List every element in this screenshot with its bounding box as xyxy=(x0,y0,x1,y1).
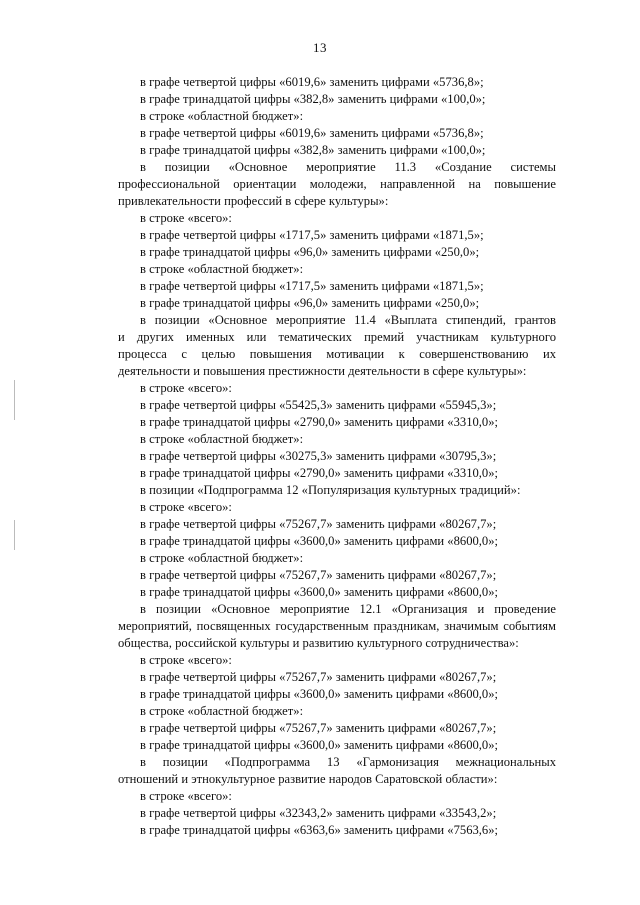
text-line: в графе тринадцатой цифры «96,0» заменить цифрами «250,0»; xyxy=(140,245,480,259)
text-line: в графе четвертой цифры «6019,6» заменить цифрами «5736,8»; xyxy=(140,75,484,89)
text-line: отношений и этнокультурное развитие народов Саратовской области»: xyxy=(118,772,498,786)
text-line: в графе тринадцатой цифры «96,0» заменить цифрами «250,0»; xyxy=(140,296,480,310)
text-line: в строке «всего»: xyxy=(140,789,232,803)
text-line: в позиции «Основное мероприятие 11.3 «Создание системы xyxy=(140,160,556,174)
text-line: в строке «областной бюджет»: xyxy=(140,704,304,718)
text-line: мероприятий, посвященных государственным праздникам, значимым событиям xyxy=(118,619,556,633)
text-line: в строке «всего»: xyxy=(140,500,232,514)
document-body xyxy=(118,74,556,839)
text-line: в строке «областной бюджет»: xyxy=(140,109,304,123)
text-line: в графе тринадцатой цифры «2790,0» заменить цифрами «3310,0»; xyxy=(140,415,499,429)
text-line: и других именных или тематических премий участникам культурного xyxy=(118,330,556,344)
text-line: деятельности и повышения престижности деятельности в сфере культуры»: xyxy=(118,364,527,378)
text-line: в графе тринадцатой цифры «3600,0» заменить цифрами «8600,0»; xyxy=(140,738,499,752)
text-line: в графе тринадцатой цифры «3600,0» заменить цифрами «8600,0»; xyxy=(140,534,499,548)
text-line: в графе тринадцатой цифры «382,8» заменить цифрами «100,0»; xyxy=(140,92,486,106)
text-line: в строке «всего»: xyxy=(140,653,232,667)
text-line: в графе тринадцатой цифры «6363,6» заменить цифрами «7563,6»; xyxy=(140,823,499,837)
text-line: процесса с целью повышения мотивации к совершенствованию их xyxy=(118,347,556,361)
text-line: в графе четвертой цифры «30275,3» заменить цифрами «30795,3»; xyxy=(140,449,497,463)
text-line: в позиции «Подпрограмма 12 «Популяризация культурных традиций»: xyxy=(140,483,521,497)
text-line: в строке «областной бюджет»: xyxy=(140,551,304,565)
text-line: в графе четвертой цифры «75267,7» заменить цифрами «80267,7»; xyxy=(140,721,497,735)
text-line: в графе тринадцатой цифры «3600,0» заменить цифрами «8600,0»; xyxy=(140,687,499,701)
text-line: привлекательности профессий в сфере культуры»: xyxy=(118,194,389,208)
text-line: в графе тринадцатой цифры «382,8» заменить цифрами «100,0»; xyxy=(140,143,486,157)
text-line: в графе четвертой цифры «75267,7» заменить цифрами «80267,7»; xyxy=(140,670,497,684)
text-line: в строке «областной бюджет»: xyxy=(140,262,304,276)
text-line: в позиции «Подпрограмма 13 «Гармонизация межнациональных xyxy=(140,755,556,769)
text-line: в графе четвертой цифры «75267,7» заменить цифрами «80267,7»; xyxy=(140,568,497,582)
scan-edge-mark xyxy=(14,520,15,550)
text-line: в графе тринадцатой цифры «3600,0» заменить цифрами «8600,0»; xyxy=(140,585,499,599)
text-line: в графе четвертой цифры «1717,5» заменить цифрами «1871,5»; xyxy=(140,228,484,242)
text-line: в позиции «Основное мероприятие 12.1 «Организация и проведение xyxy=(140,602,556,616)
text-line: профессиональной ориентации молодежи, направленной на повышение xyxy=(118,177,556,191)
text-line: в графе четвертой цифры «6019,6» заменить цифрами «5736,8»; xyxy=(140,126,484,140)
text-line: в строке «всего»: xyxy=(140,211,232,225)
text-line: в графе четвертой цифры «1717,5» заменить цифрами «1871,5»; xyxy=(140,279,484,293)
text-line: общества, российской культуры и развитию культурного сотрудничества»: xyxy=(118,636,519,650)
text-line: в графе четвертой цифры «32343,2» заменить цифрами «33543,2»; xyxy=(140,806,497,820)
scan-edge-mark xyxy=(14,380,15,420)
text-line: в строке «областной бюджет»: xyxy=(140,432,304,446)
text-line: в графе четвертой цифры «55425,3» заменить цифрами «55945,3»; xyxy=(140,398,497,412)
text-line: в графе четвертой цифры «75267,7» заменить цифрами «80267,7»; xyxy=(140,517,497,531)
text-line: в графе тринадцатой цифры «2790,0» заменить цифрами «3310,0»; xyxy=(140,466,499,480)
text-line: в позиции «Основное мероприятие 11.4 «Выплата стипендий, грантов xyxy=(140,313,556,327)
text-line: в строке «всего»: xyxy=(140,381,232,395)
page-number: 13 xyxy=(313,40,327,55)
